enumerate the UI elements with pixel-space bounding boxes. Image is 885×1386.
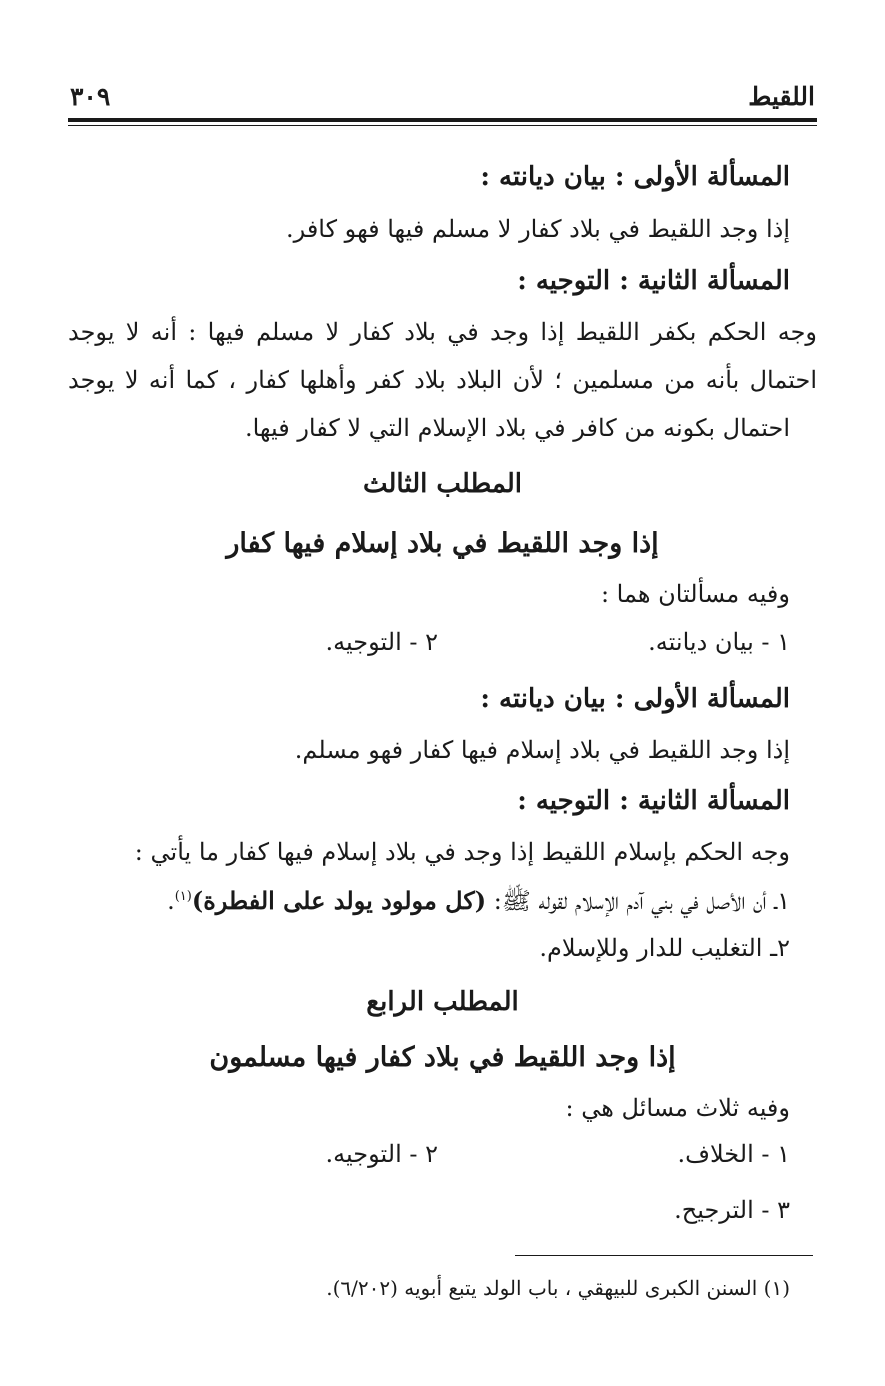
section-title-3: المطلب الثالث [362, 469, 523, 499]
list-item-2: ٢ - التوجيه. [325, 1140, 438, 1168]
footnote: (١) السنن الكبرى للبيهقي ، باب الولد يتبع أبويه (٦/٢٠٢). [326, 1276, 790, 1300]
header-rule-thin [68, 125, 817, 126]
section-subtitle-3: إذا وجد اللقيط في بلاد إسلام فيها كفار [226, 528, 659, 559]
list-item-2: ٢ - التوجيه. [325, 628, 438, 656]
list-item-1: ١ - الخلاف. [677, 1140, 790, 1168]
point-1-text: ١ـ أن الأصل في بني آدم الإسلام لقوله ﷺ: [493, 887, 790, 915]
point-1-end: . [167, 887, 175, 915]
point-1 [167, 886, 790, 921]
paragraph-line: وجه الحكم بكفر اللقيط إذا وجد في بلاد كفار لا مسلم فيها : أنه لا يوجد [68, 318, 817, 346]
footnote-separator [515, 1255, 813, 1256]
footnote-ref[interactable]: (١) [174, 889, 192, 904]
paragraph-line: احتمال بأنه من مسلمين ؛ لأن البلاد بلاد كفر وأهلها كفار ، كما أنه لا يوجد [68, 366, 817, 394]
list-item-3: ٣ - الترجيح. [674, 1196, 790, 1224]
point-2: ٢ـ التغليب للدار وللإسلام. [539, 934, 790, 962]
question-heading-2: المسألة الثانية : التوجيه : [517, 266, 790, 296]
page-number: ٣٠٩ [70, 82, 111, 111]
running-header-title: اللقيط [748, 82, 815, 111]
section-title-4: المطلب الرابع [366, 987, 519, 1017]
question-heading-1: المسألة الأولى : بيان ديانته : [480, 684, 790, 714]
section-intro-3: وفيه مسألتان هما : [600, 580, 790, 608]
hadith-quote: (كل مولود يولد على الفطرة) [191, 886, 487, 915]
section-subtitle-4: إذا وجد اللقيط في بلاد كفار فيها مسلمون [209, 1042, 676, 1073]
question-text-1: إذا وجد اللقيط في بلاد إسلام فيها كفار فهو مسلم. [294, 736, 790, 764]
question-text-2: وجه الحكم بإسلام اللقيط إذا وجد في بلاد إسلام فيها كفار ما يأتي : [134, 838, 790, 866]
question-heading-1: المسألة الأولى : بيان ديانته : [480, 162, 790, 192]
list-item-1: ١ - بيان ديانته. [648, 628, 790, 656]
section-intro-4: وفيه ثلاث مسائل هي : [565, 1094, 790, 1122]
paragraph-line: احتمال بكونه من كافر في بلاد الإسلام التي لا كفار فيها. [244, 414, 790, 442]
question-text-1: إذا وجد اللقيط في بلاد كفار لا مسلم فيها فهو كافر. [285, 215, 790, 243]
question-heading-2: المسألة الثانية : التوجيه : [517, 786, 790, 816]
header-rule-thick [68, 118, 817, 122]
